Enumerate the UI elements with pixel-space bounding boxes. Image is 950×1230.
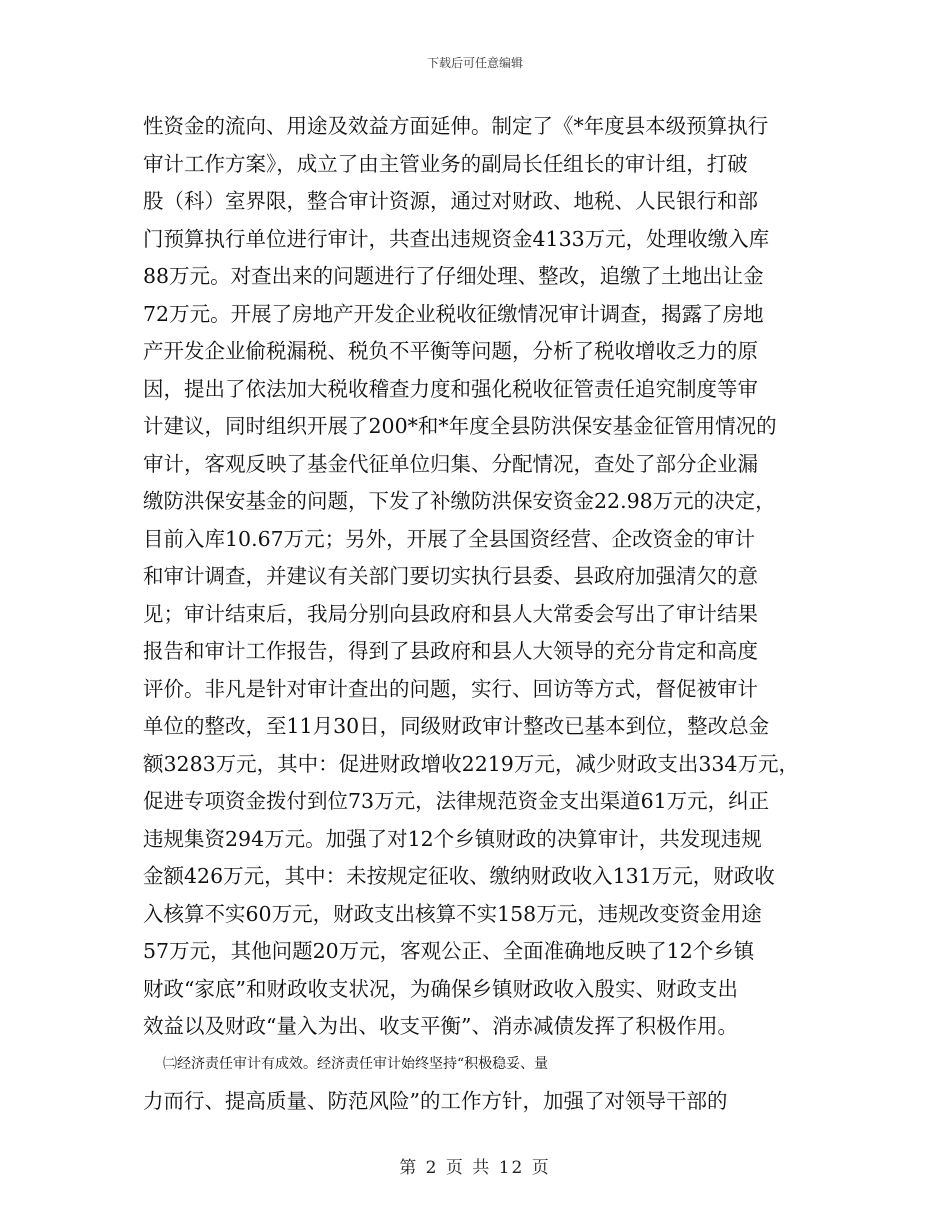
- body-line: 力而行、提高质量、防范风险”的工作方针，加强了对领导干部的: [143, 1089, 728, 1113]
- body-line: 72万元。开展了房地产开发企业税收征缴情况审计调查，揭露了房地: [143, 301, 764, 326]
- body-line: 门预算执行单位进行审计，共查出违规资金4133万元，处理收缴入库: [143, 226, 770, 251]
- document-body: [143, 108, 813, 1121]
- body-line: 违规集资294万元。加强了对12个乡镇财政的决算审计，共发现违规: [143, 826, 762, 851]
- body-line: 入核算不实60万元，财政支出核算不实158万元，违规改变资金用途: [143, 901, 762, 926]
- body-line: 审计，客观反映了基金代征单位归集、分配情况，查处了部分企业漏: [143, 451, 758, 476]
- body-line: 因，提出了依法加大税收稽查力度和强化税收征管责任追究制度等审: [143, 376, 758, 401]
- body-line: 单位的整改，至11月30日，同级财政审计整改已基本到位，整改总金: [143, 714, 770, 738]
- body-line: 额3283万元，其中：促进财政增收2219万元，减少财政支出334万元，: [143, 751, 799, 776]
- body-line: 见；审计结束后，我局分别向县政府和县人大常委会写出了审计结果: [143, 601, 758, 626]
- page-number: 第 2 页 共 12 页: [399, 1158, 551, 1178]
- body-line: 审计工作方案》，成立了由主管业务的副局长任组长的审计组，打破: [143, 151, 748, 176]
- page-header: 下载后可任意编辑: [426, 56, 523, 70]
- body-line: 缴防洪保安基金的问题，下发了补缴防洪保安资金22.98万元的决定，: [143, 489, 776, 513]
- body-line: 57万元，其他问题20万元，客观公正、全面准确地反映了12个乡镇: [143, 939, 755, 963]
- body-line: 效益以及财政“量入为出、收支平衡”、消赤减债发挥了积极作用。: [143, 1014, 738, 1038]
- body-line: 股（科）室界限，整合审计资源，通过对财政、地税、人民银行和部: [143, 189, 758, 213]
- body-line: 和审计调查，并建议有关部门要切实执行县委、县政府加强清欠的意: [143, 564, 758, 588]
- body-line: 报告和审计工作报告，得到了县政府和县人大领导的充分肯定和高度: [143, 639, 758, 663]
- body-line: 88万元。对查出来的问题进行了仔细处理、整改，追缴了土地出让金: [143, 264, 764, 288]
- body-line: 财政“家底”和财政收支状况，为确保乡镇财政收入殷实、财政支出: [143, 976, 738, 1001]
- body-line: 促进专项资金拨付到位73万元，法律规范资金支出渠道61万元，纠正: [143, 789, 770, 813]
- body-line: 目前入库10.67万元；另外，开展了全县国资经营、企改资金的审计: [143, 526, 756, 551]
- section-heading-line: ㈡经济责任审计有成效。经济责任审计始终坚持“积极稳妥、量: [163, 1055, 549, 1072]
- body-line: 计建议，同时组织开展了200*和*年度全县防洪保安基金征管用情况的: [143, 414, 777, 438]
- body-line: 金额426万元，其中：未按规定征收、缴纳财政收入131万元，财政收: [143, 864, 775, 888]
- body-line: 产开发企业偷税漏税、税负不平衡等问题，分析了税收增收乏力的原: [143, 339, 758, 363]
- body-line: 性资金的流向、用途及效益方面延伸。制定了《*年度县本级预算执行: [143, 114, 769, 138]
- body-line: 评价。非凡是针对审计查出的问题，实行、回访等方式，督促被审计: [143, 676, 758, 701]
